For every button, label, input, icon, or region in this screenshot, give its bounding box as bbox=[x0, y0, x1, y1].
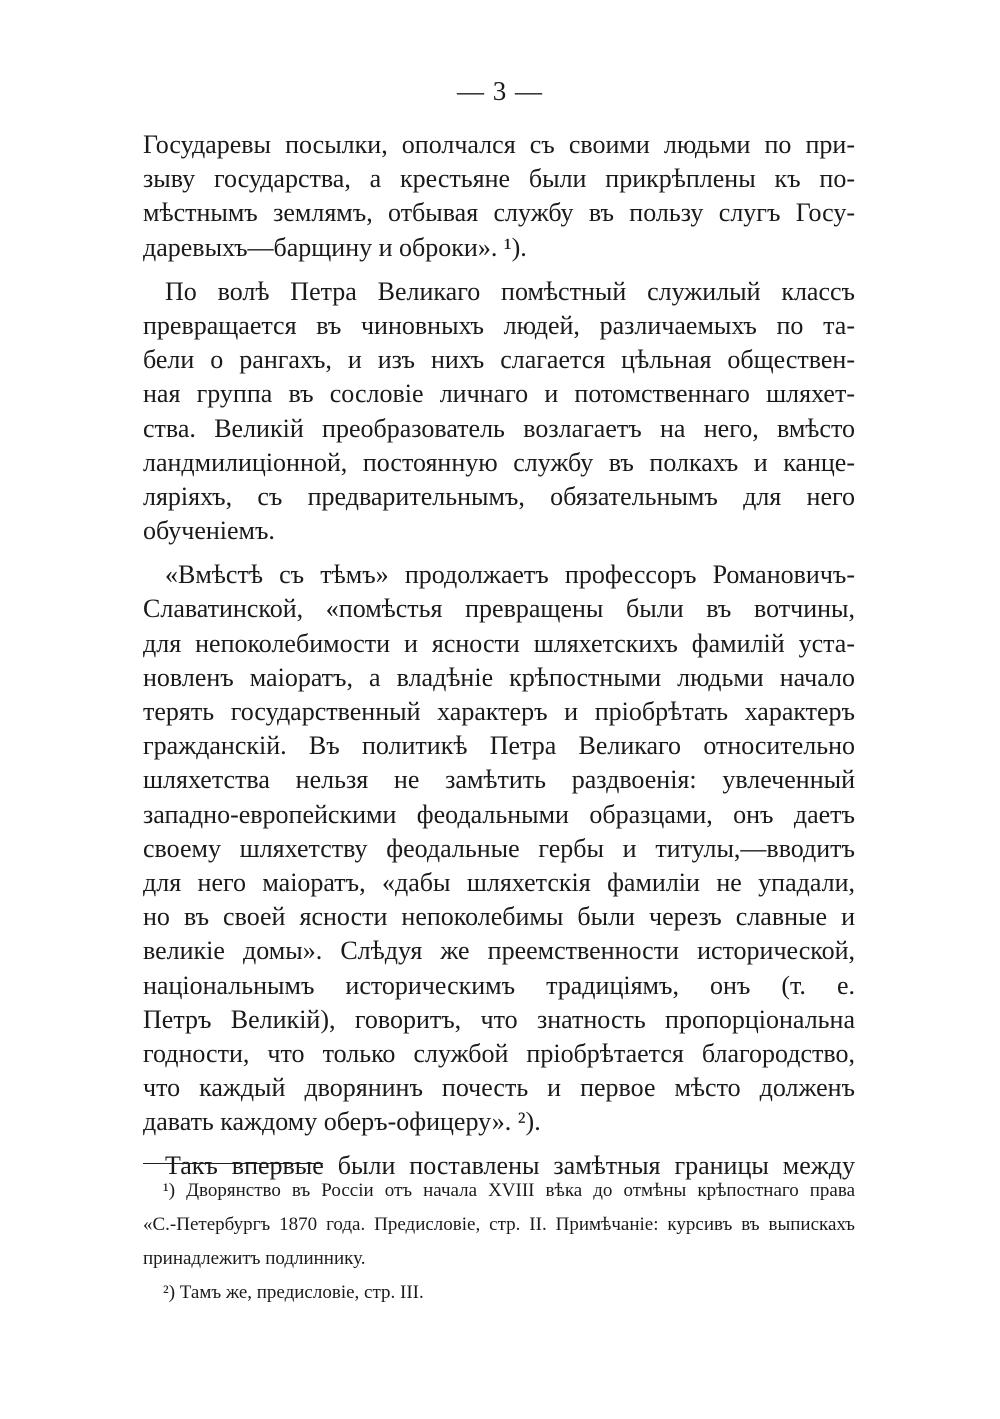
text-line: ляріяхъ, съ предварительнымъ, обязательнымъ для него bbox=[143, 481, 855, 511]
footnote-line: ¹) Дворянство въ Россіи отъ начала XVIII вѣка до отмѣны крѣпостнаго права bbox=[163, 1180, 855, 1201]
text-line: но въ своей ясности непоколебимы были черезъ славные и bbox=[143, 902, 855, 932]
text-line: бели о рангахъ, и изъ нихъ слагается цѣльная обществен- bbox=[143, 345, 855, 375]
footnote-2 bbox=[143, 1276, 855, 1310]
text-line: даревыхъ—барщину и оброки». ¹). bbox=[143, 232, 527, 262]
paragraph-1 bbox=[143, 128, 855, 265]
text-line: шляхетства нельзя не замѣтить раздвоенія: увлеченный bbox=[143, 765, 855, 795]
text-line: превращается въ чиновныхъ людей, различаемыхъ по та- bbox=[143, 310, 855, 340]
main-text bbox=[143, 128, 855, 1184]
text-line: обученіемъ. bbox=[143, 516, 275, 546]
text-line: мѣстнымъ землямъ, отбывая службу въ пользу слугъ Госу- bbox=[143, 198, 855, 228]
text-line: великіе домы». Слѣдуя же преемственности исторической, bbox=[143, 936, 855, 966]
paragraph-3 bbox=[143, 558, 855, 1139]
footnote-1 bbox=[143, 1174, 855, 1276]
text-line: Петръ Великій), говоритъ, что знатность пропорціональна bbox=[143, 1004, 855, 1034]
footnote-line: «С.-Петербургъ 1870 года. Предисловіе, стр. II. Примѣчаніе: курсивъ въ выпискахъ bbox=[143, 1214, 855, 1235]
text-line: гражданскій. Въ политикѣ Петра Великаго относительно bbox=[143, 731, 855, 761]
text-line: новленъ маіоратъ, а владѣніе крѣпостными людьми начало bbox=[143, 662, 855, 692]
page-number: — 3 — bbox=[457, 76, 543, 106]
text-line: что каждый дворянинъ почесть и первое мѣсто долженъ bbox=[143, 1073, 855, 1103]
text-line: годности, что только службой пріобрѣтается благородство, bbox=[143, 1038, 855, 1068]
text-line: Государевы посылки, ополчался съ своими людьми по при- bbox=[143, 130, 855, 159]
paragraph-2 bbox=[143, 275, 855, 549]
text-line: Славатинской, «помѣстья превращены были въ вотчины, bbox=[143, 594, 855, 624]
text-line: для него маіоратъ, «дабы шляхетскія фамиліи не упадали, bbox=[143, 867, 855, 897]
text-line: Такъ впервые были поставлены замѣтныя границы между bbox=[165, 1151, 855, 1181]
text-line: зыву государства, а крестьяне были прикрѣплены къ по- bbox=[143, 164, 855, 194]
text-line: терять государственный характеръ и пріобрѣтать характеръ bbox=[143, 697, 855, 726]
text-line: національнымъ историческимъ традиціямъ, онъ (т. е. bbox=[143, 970, 855, 1000]
footnote-line: принадлежитъ подлиннику. bbox=[143, 1248, 366, 1269]
text-line: западно-европейскими феодальными образцами, онъ даетъ bbox=[143, 799, 855, 829]
text-line: для непоколебимости и ясности шляхетскихъ фамилій уста- bbox=[143, 628, 855, 658]
text-line: своему шляхетству феодальные гербы и титулы,—вводитъ bbox=[143, 833, 855, 863]
text-line: ная группа въ сословіе личнаго и потомственнаго шляхет- bbox=[143, 379, 855, 409]
text-line: По волѣ Петра Великаго помѣстный служилый классъ bbox=[165, 276, 855, 306]
footnotes bbox=[143, 1162, 855, 1310]
text-line: давать каждому оберъ-офицеру». ²). bbox=[143, 1107, 541, 1137]
text-line: ландмилиціонной, постоянную службу въ полкахъ и канце- bbox=[143, 447, 855, 477]
text-line: «Вмѣстѣ съ тѣмъ» продолжаетъ профессоръ Романовичъ- bbox=[165, 560, 855, 590]
text-line: ства. Великій преобразователь возлагаетъ на него, вмѣсто bbox=[143, 413, 855, 443]
footnote-line: ²) Тамъ же, предисловіе, стр. III. bbox=[163, 1282, 424, 1303]
